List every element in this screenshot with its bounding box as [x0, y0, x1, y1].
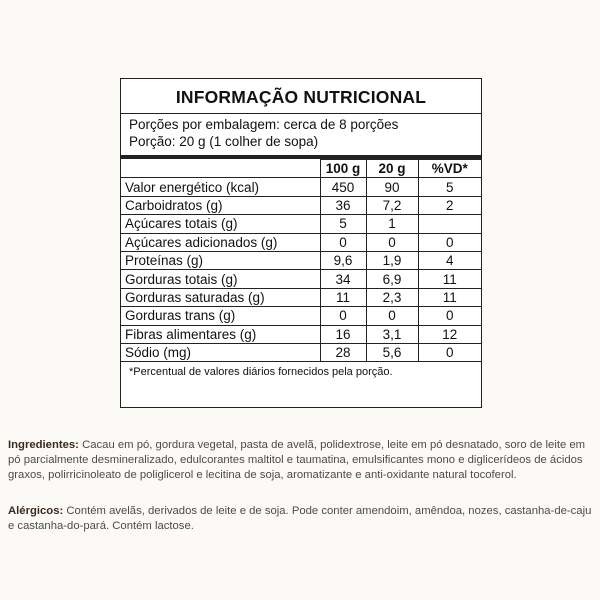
value-100g: 16 [320, 325, 366, 343]
value-100g: 9,6 [320, 251, 366, 269]
value-vd: 5 [418, 178, 481, 196]
footnote: *Percentual de valores diários fornecidos pela porção. [129, 366, 393, 379]
ingredients-paragraph [8, 438, 592, 482]
value-100g: 11 [320, 288, 366, 306]
value-20g: 3,1 [366, 325, 418, 343]
value-vd: 12 [418, 325, 481, 343]
nutrient-label: Sódio (mg) [121, 343, 320, 361]
servings-per-package: Porções por embalagem: cerca de 8 porções [129, 117, 399, 132]
nutrient-label: Gorduras saturadas (g) [121, 288, 320, 306]
header-vd: %VD* [418, 160, 481, 178]
value-vd: 11 [418, 270, 481, 288]
table-row [121, 196, 481, 214]
value-100g: 0 [320, 233, 366, 251]
table-row [121, 343, 481, 361]
value-100g: 0 [320, 307, 366, 325]
nutrient-label: Valor energético (kcal) [121, 178, 320, 196]
value-vd: 2 [418, 196, 481, 214]
serving-size: Porção: 20 g (1 colher de sopa) [129, 134, 319, 149]
nutrition-title: INFORMAÇÃO NUTRICIONAL [121, 79, 481, 114]
value-20g: 1,9 [366, 251, 418, 269]
value-20g: 0 [366, 233, 418, 251]
nutrient-label: Gorduras totais (g) [121, 270, 320, 288]
value-20g: 90 [366, 178, 418, 196]
ingredients-label: Ingredientes: [8, 439, 79, 451]
value-vd: 0 [418, 233, 481, 251]
header-blank [121, 160, 320, 178]
servings-info [121, 114, 481, 150]
value-vd [418, 215, 481, 233]
value-100g: 5 [320, 215, 366, 233]
value-20g: 7,2 [366, 196, 418, 214]
nutrient-label: Gorduras trans (g) [121, 307, 320, 325]
table-row [121, 178, 481, 196]
nutrient-label: Açúcares adicionados (g) [121, 233, 320, 251]
nutrient-label: Fibras alimentares (g) [121, 325, 320, 343]
value-20g: 0 [366, 307, 418, 325]
header-20g: 20 g [366, 160, 418, 178]
value-vd: 0 [418, 307, 481, 325]
value-vd: 0 [418, 343, 481, 361]
table-row [121, 215, 481, 233]
value-vd: 11 [418, 288, 481, 306]
value-20g: 6,9 [366, 270, 418, 288]
table-row [121, 270, 481, 288]
table-header-row [121, 160, 481, 178]
value-vd: 4 [418, 251, 481, 269]
nutrition-facts-panel [120, 78, 482, 408]
nutrient-label: Carboidratos (g) [121, 196, 320, 214]
value-100g: 36 [320, 196, 366, 214]
value-100g: 28 [320, 343, 366, 361]
nutrition-table [121, 159, 481, 362]
value-100g: 34 [320, 270, 366, 288]
table-row [121, 288, 481, 306]
nutrient-label: Proteínas (g) [121, 251, 320, 269]
allergens-paragraph [8, 504, 592, 534]
value-100g: 450 [320, 178, 366, 196]
allergens-label: Alérgicos: [8, 505, 64, 517]
table-row [121, 233, 481, 251]
allergens-text: Contém avelãs, derivados de leite e de soja. Pode conter amendoim, amêndoa, nozes, castanha-de-caju e castanha-do-pará. Contém lactose. [8, 505, 592, 532]
value-20g: 2,3 [366, 288, 418, 306]
value-20g: 5,6 [366, 343, 418, 361]
ingredients-text: Cacau em pó, gordura vegetal, pasta de avelã, polidextrose, leite em pó desnatado, soro de leite em pó parcialmente desmineralizado, edulcorantes maltitol e taumatina, emulsificantes mono e diglicerídeos de ácidos graxos, polirricinoleato de poliglicerol e lecitina de soja, aromatizante e anti-oxidante natural tocoferol. [8, 439, 586, 481]
table-row [121, 307, 481, 325]
header-100g: 100 g [320, 160, 366, 178]
value-20g: 1 [366, 215, 418, 233]
nutrient-label: Açúcares totais (g) [121, 215, 320, 233]
table-row [121, 325, 481, 343]
table-row [121, 251, 481, 269]
